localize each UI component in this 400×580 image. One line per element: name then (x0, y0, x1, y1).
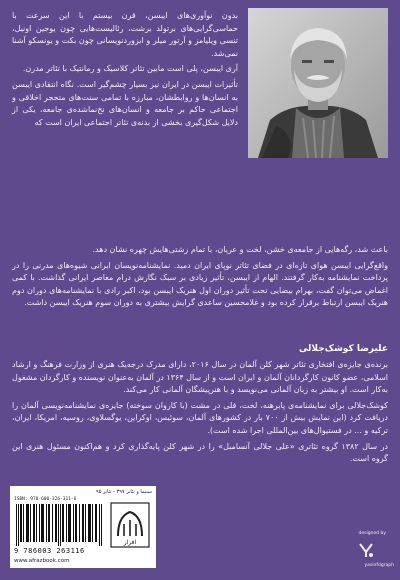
barcode-panel (10, 486, 156, 568)
bio-paragraph: در سال ۱۳۸۲ گروه تئاتری «علی جلالی آنسامبل» را در شهر کلن پایه‌گذاری کرد و هم‌اکنون مسئول هنری این گروه است. (12, 441, 388, 464)
intro-paragraph: باعث شد، رگه‌هایی از جامعه‌ی خشن، لخت و عریان، با تمام زشتی‌هایش چهره نشان دهد. (92, 245, 388, 254)
bio-paragraph: برنده‌ی جایزه‌ی افتخاری تئاتر شهر کلن آلمان در سال ۲۰۱۶، دارای مدرک درجه‌یک هنری از وزارت فرهنگ و ارشاد اسلامی، عضو کانون کارگردانان آلمان و ایران است و از سال ۱۳۶۴ در آلمان به‌عنوان نویسنده و کارگردان مشغول به‌کار است. او بیشتر به زبان آلمانی می‌نویسد و با هنرپیشگان آلمانی کار می‌کند. (12, 360, 388, 395)
intro-text-bottom (12, 244, 388, 313)
bio-paragraph: کوشک‌جلالی برای نمایشنامه‌ی پابرهنه، لخت، فلی در مشت (با کاروان سوخته) جایزه‌ی نمایشنامه‌نویسی آلمان را دریافت کرد (این نمایش بیش از ۷۰۰ بار در کشورهای آلمان، سوئیس، اوکراین، یوگسلاوی، روسیه، امریکا، ایران، ترکیه و ... در فستیوال‌های بین‌المللی اجرا شده است). (12, 400, 388, 435)
barcode-icon (16, 504, 104, 546)
barcode-number: 9 786003 263116 (14, 547, 85, 555)
intro-text-top (12, 10, 238, 129)
author-portrait-image (248, 8, 388, 158)
publisher-logo-icon (110, 502, 150, 548)
author-name-heading: علیرضا کوشک‌جلالی (298, 344, 388, 354)
intro-paragraph: بدون نوآوری‌های ایبسن، قرن بیستم با این سرعت با حماسی‌گرایی‌های برتولد برشت، رئالیست‌هایی چون یوجین اونیل، تنسی ویلیامز و آرتور میلر و ابزوردنویسانی چون بکت و یونسکو آشنا نمی‌شد. (12, 11, 238, 58)
designed-by-label: designed by (358, 531, 386, 536)
author-bio (12, 359, 388, 469)
isbn-text: ISBN: 978-600-326-311-6 (14, 497, 77, 502)
intro-paragraph: واقع‌گرایی ایبسن هوای تازه‌ای در فضای تئاتر نوپای ایران دمید. نمایشنامه‌نویسان ایرانی شیوه‌های مدرنی را در پرداخت نمایشنامه به‌کار گرفتند. الهام از ایبسن، تأثیر زیادی بر سبک نگارش درام معاصر ایرانی گذاشت. با کمی اغماض می‌توان گفت، بهرام بیضایی تحت تأثیر دوران اول هنریک ایبسن بود، اکبر رادی با نمایشنامه‌های دوران دوم هنریک ایبسن ارتباط برقرار کرده بود و غلامحسین ساعدی گرایش بیشتری به دوران سوم هنریک ایبسن داشت. (12, 260, 388, 308)
intro-paragraph: تأثیرات ایبسن در ایران نیز بسیار چشم‌گیر است. نگاه انتقادی ایبسن به انسان‌ها و روابطشان، مبارزه با تمامی سنت‌های متحجر اخلاقی و اجتماعی حاکم بر جامعه و انسان‌های نخ‌نماشده‌ی جامعه، یکی از دلایل شکل‌گیری بخشی از بدنه‌ی تئاتر اجتماعی ایران است که (12, 79, 238, 127)
designer-logo-icon (356, 540, 376, 560)
series-info: سینما و تئاتر ۳۹۷ - تئاتر ۹۵ (96, 489, 152, 495)
author-photo (248, 8, 388, 158)
intro-paragraph: آری ایبسن، پلی است مابین تئاتر کلاسیک و رمانتیک با تئاتر مدرن. (22, 64, 238, 74)
publisher-website: www.afrazbook.com (14, 558, 70, 564)
svg-text:افراز: افراز (123, 539, 137, 546)
designer-name: yasinfdgraph (364, 563, 394, 568)
